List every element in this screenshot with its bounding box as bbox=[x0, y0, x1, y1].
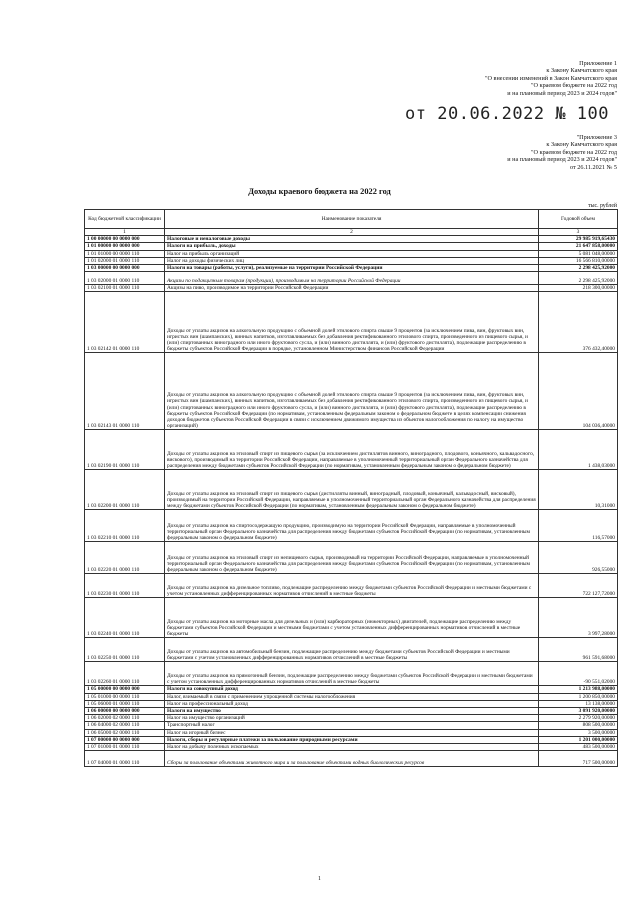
table-row bbox=[85, 250, 618, 257]
row-code: 1 03 02250 01 0000 110 bbox=[85, 638, 165, 662]
table-row bbox=[85, 700, 618, 707]
header-line: "О краевом бюджете на 2022 год bbox=[531, 148, 617, 156]
row-value: 218 300,00000 bbox=[539, 285, 618, 292]
row-name: Акцизы по подакцизным товарам (продукции), производимым на территории Российской Федерации bbox=[165, 272, 539, 285]
colnum-1: 1 bbox=[85, 229, 165, 236]
row-code: 1 07 00000 00 0000 000 bbox=[85, 736, 165, 743]
table-row bbox=[85, 285, 618, 292]
row-name: Налог на игорный бизнес bbox=[165, 729, 539, 736]
header-line: от 26.11.2021 № 5 bbox=[570, 163, 617, 171]
table-row bbox=[85, 542, 618, 574]
row-value: -90 551,02000 bbox=[539, 662, 618, 686]
row-value: 13 138,00000 bbox=[539, 700, 618, 707]
row-name: Доходы от уплаты акцизов на этиловый спирт из пищевого сырья (дистилляты винный, виноградный, плодовый, коньячный, кальвадосный, висковый), производимый на территории Российской Федерации, направляемые в уполномоченный территориальный орган Федерального казначейства для распределения между бюджетами субъектов Российской Федерации (по нормативам, установленным федеральным законом о федеральном бюджете) bbox=[165, 470, 539, 510]
row-name: Доходы от уплаты акцизов на прямогонный бензин, подлежащие распределению между бюджетами субъектов Российской Федерации и местными бюджетами с учетом установленных дифференцированных нормативов отчислений в местные бюджеты bbox=[165, 662, 539, 686]
row-code: 1 01 02000 01 0000 110 bbox=[85, 257, 165, 264]
table-row bbox=[85, 236, 618, 243]
row-name: Акцизы на пиво, производимое на территории Российской Федерации bbox=[165, 285, 539, 292]
table-row bbox=[85, 736, 618, 743]
row-value: 10,31000 bbox=[539, 470, 618, 510]
row-code: 1 03 02142 01 0000 110 bbox=[85, 292, 165, 353]
row-code: 1 03 02230 01 0000 110 bbox=[85, 574, 165, 598]
table-row bbox=[85, 353, 618, 430]
row-name: Транспортный налог bbox=[165, 722, 539, 729]
row-name: Налоги на прибыль, доходы bbox=[165, 243, 539, 250]
row-name: Доходы от уплаты акцизов на этиловый спирт из пищевого сырья (за исключением дистиллятов винного, виноградного, плодового, коньячного, кальвадосного, вискового), производимый на территории Российской Федерации, направляемые в уполномоченный территориальный орган Федерального казначейства для распределения между бюджетами субъектов Российской Федерации (по нормативам, установленным федеральным законом о федеральном бюджете) bbox=[165, 430, 539, 470]
row-value: 808 500,00000 bbox=[539, 722, 618, 729]
document-title: Доходы краевого бюджета на 2022 год bbox=[248, 187, 391, 196]
row-code: 1 03 02143 01 0000 110 bbox=[85, 353, 165, 430]
row-value: 3 997,28000 bbox=[539, 598, 618, 638]
table-row bbox=[85, 751, 618, 767]
row-value: 3 091 920,00000 bbox=[539, 708, 618, 715]
row-value: 717 500,00000 bbox=[539, 751, 618, 767]
row-name: Налог на профессиональный доход bbox=[165, 700, 539, 707]
row-name: Налоги на совокупный доход bbox=[165, 686, 539, 693]
table-row bbox=[85, 686, 618, 693]
row-value: 1 438,03000 bbox=[539, 430, 618, 470]
row-code: 1 03 02100 01 0000 110 bbox=[85, 285, 165, 292]
row-code: 1 03 02000 01 0000 110 bbox=[85, 272, 165, 285]
row-code: 1 03 00000 00 0000 000 bbox=[85, 265, 165, 272]
table-row bbox=[85, 430, 618, 470]
table-row bbox=[85, 510, 618, 542]
row-code: 1 03 02220 01 0000 110 bbox=[85, 542, 165, 574]
table-row bbox=[85, 715, 618, 722]
header-line: и на плановый период 2023 и 2024 годов" bbox=[507, 156, 617, 164]
header-line: и на плановый период 2023 и 2024 годов" bbox=[507, 89, 617, 97]
row-value: 21 647 858,00000 bbox=[539, 243, 618, 250]
header-line: "О краевом бюджете на 2022 год bbox=[531, 82, 617, 90]
table-row bbox=[85, 265, 618, 272]
row-value: 2 298 425,92000 bbox=[539, 265, 618, 272]
row-code: 1 01 01000 00 0000 110 bbox=[85, 250, 165, 257]
row-name: Налог на доходы физических лиц bbox=[165, 257, 539, 264]
row-value: 483 500,00000 bbox=[539, 744, 618, 751]
header-value: Годовой объем bbox=[539, 210, 618, 229]
row-code: 1 03 02200 01 0000 110 bbox=[85, 470, 165, 510]
table-row bbox=[85, 292, 618, 353]
row-name: Налог, взимаемый в связи с применением упрощенной системы налогообложения bbox=[165, 693, 539, 700]
row-value: 2 298 425,92000 bbox=[539, 272, 618, 285]
row-code: 1 07 04000 01 0000 110 bbox=[85, 751, 165, 767]
row-name: Доходы от уплаты акцизов на алкогольную продукцию с объемной долей этилового спирта свыше 9 процентов (за исключением пива, вин, фруктовых вин, игристых вин (шампанских), винных напитков, изготавливаемых без добавления ректификованного этилового спирта, произведенного из пищевого сырья, и (или) спиртованных виноградного или иного фруктового сусла, и (или) винного дистиллята, и (или) фруктового дистиллята), подлежащие распределению в бюджеты субъектов Российской Федерации в порядке, установленном Министерством финансов Российской Федерации bbox=[165, 292, 539, 353]
row-name: Доходы от уплаты акцизов на дизельное топливо, подлежащие распределению между бюджетами субъектов Российской Федерации и местными бюджетами с учетом установленных дифференцированных нормативов отчислений в местные бюджеты bbox=[165, 574, 539, 598]
handwritten-date-number: от 20.06.2022 № 100 bbox=[405, 104, 609, 124]
row-name: Налог на прибыль организаций bbox=[165, 250, 539, 257]
row-value: 104 036,40000 bbox=[539, 353, 618, 430]
row-value: 1 201 000,00000 bbox=[539, 736, 618, 743]
row-code: 1 00 00000 00 0000 000 bbox=[85, 236, 165, 243]
appendix-header-amendment bbox=[485, 60, 617, 97]
table-row bbox=[85, 574, 618, 598]
row-name: Налоги на имущество bbox=[165, 708, 539, 715]
row-code: 1 01 00000 00 0000 000 bbox=[85, 243, 165, 250]
row-value: 29 985 919,65430 bbox=[539, 236, 618, 243]
table-row bbox=[85, 638, 618, 662]
header-line: к Закону Камчатского края bbox=[546, 141, 617, 149]
row-code: 1 03 02210 01 0000 110 bbox=[85, 510, 165, 542]
row-value: 5 081 048,00000 bbox=[539, 250, 618, 257]
row-code: 1 03 02190 01 0000 110 bbox=[85, 430, 165, 470]
table-row bbox=[85, 470, 618, 510]
row-name: Доходы от уплаты акцизов на этиловый спирт из непищевого сырья, производимый на территории Российской Федерации, направляемые в уполномоченный территориальный орган Федерального казначейства для распределения между бюджетами субъектов Российской Федерации (по нормативам, установленным федеральным законом о федеральном бюджете) bbox=[165, 542, 539, 574]
row-name: Доходы от уплаты акцизов на автомобильный бензин, подлежащие распределению между бюджетами субъектов Российской Федерации и местными бюджетами с учетом установленных дифференцированных нормативов отчислений в местные бюджеты bbox=[165, 638, 539, 662]
row-code: 1 05 01000 00 0000 110 bbox=[85, 693, 165, 700]
colnum-3: 3 bbox=[539, 229, 618, 236]
row-value: 1 200 850,00000 bbox=[539, 693, 618, 700]
row-value: 16 566 810,00000 bbox=[539, 257, 618, 264]
row-value: 1 213 988,00000 bbox=[539, 686, 618, 693]
table-row bbox=[85, 662, 618, 686]
row-code: 1 03 02260 01 0000 110 bbox=[85, 662, 165, 686]
table-row bbox=[85, 708, 618, 715]
units-label: тыс. рублей bbox=[588, 203, 617, 209]
header-line: Приложение 1 bbox=[579, 60, 617, 67]
row-name: Сборы за пользование объектами животного мира и за пользование объектами водных биологических ресурсов bbox=[165, 751, 539, 767]
table-row bbox=[85, 257, 618, 264]
row-name: Налог на добычу полезных ископаемых bbox=[165, 744, 539, 751]
row-code: 1 06 00000 00 0000 000 bbox=[85, 708, 165, 715]
row-name: Доходы от уплаты акцизов на спиртосодержащую продукцию, производимую на территории Российской Федерации, направляемые в уполномоченный территориальный орган Федерального казначейства для распределения между бюджетами субъектов Российской Федерации (по нормативам, установленным федеральным законом о федеральном бюджете) bbox=[165, 510, 539, 542]
table-row bbox=[85, 744, 618, 751]
revenue-table bbox=[84, 209, 618, 767]
table-row bbox=[85, 722, 618, 729]
row-value: 2 279 920,00000 bbox=[539, 715, 618, 722]
row-name: Налоги, сборы и регулярные платежи за пользование природными ресурсами bbox=[165, 736, 539, 743]
table-row bbox=[85, 243, 618, 250]
header-line: "О внесении изменений в Закон Камчатского края bbox=[485, 74, 617, 82]
row-name: Доходы от уплаты акцизов на алкогольную продукцию с объемной долей этилового спирта свыше 9 процентов (за исключением пива, вин, фруктовых вин, игристых вин (шампанских), винных напитков, изготавливаемых без добавления ректификованного этилового спирта, произведенного из пищевого сырья, и (или) спиртованных виноградного или иного фруктового сусла, и (или) винного дистиллята, и (или) фруктового дистиллята), подлежащие распределению в бюджеты субъектов Российской Федерации (по нормативам, установленным федеральным законом о федеральном бюджете в целях компенсации снижения доходов бюджетов субъектов Российской Федерации в связи с исключением движимого имущества из объектов налогообложения по налогу на имущество организаций) bbox=[165, 353, 539, 430]
row-value: 3 500,00000 bbox=[539, 729, 618, 736]
appendix-header-original bbox=[507, 134, 617, 171]
header-line: "Приложение 3 bbox=[576, 134, 617, 141]
table-row bbox=[85, 729, 618, 736]
row-value: 376 432,40000 bbox=[539, 292, 618, 353]
row-code: 1 05 06000 01 0000 110 bbox=[85, 700, 165, 707]
table-row bbox=[85, 272, 618, 285]
table-row bbox=[85, 598, 618, 638]
row-value: 116,57000 bbox=[539, 510, 618, 542]
header-line: к Закону Камчатского края bbox=[546, 67, 617, 75]
header-name: Наименование показателя bbox=[165, 210, 539, 229]
row-code: 1 07 01000 01 0000 110 bbox=[85, 744, 165, 751]
row-name: Налоговые и неналоговые доходы bbox=[165, 236, 539, 243]
row-code: 1 05 00000 00 0000 000 bbox=[85, 686, 165, 693]
row-value: 722 127,72000 bbox=[539, 574, 618, 598]
row-value: 961 591,68000 bbox=[539, 638, 618, 662]
table-row bbox=[85, 693, 618, 700]
row-name: Налоги на товары (работы, услуги), реализуемые на территории Российской Федерации bbox=[165, 265, 539, 272]
row-name: Доходы от уплаты акцизов на моторные масла для дизельных и (или) карбюраторных (инжекторных) двигателей, подлежащие распределению между бюджетами субъектов Российской Федерации и местными бюджетами с учетом установленных дифференцированных нормативов отчислений в местные бюджеты bbox=[165, 598, 539, 638]
row-value: 926,55000 bbox=[539, 542, 618, 574]
row-code: 1 06 04000 02 0000 110 bbox=[85, 722, 165, 729]
colnum-2: 2 bbox=[165, 229, 539, 236]
page-number: 1 bbox=[318, 876, 321, 882]
row-code: 1 06 05000 02 0000 110 bbox=[85, 729, 165, 736]
row-code: 1 03 02240 01 0000 110 bbox=[85, 598, 165, 638]
row-name: Налог на имущество организаций bbox=[165, 715, 539, 722]
row-code: 1 06 02000 02 0000 110 bbox=[85, 715, 165, 722]
header-code: Код бюджетной классификации bbox=[85, 210, 165, 229]
